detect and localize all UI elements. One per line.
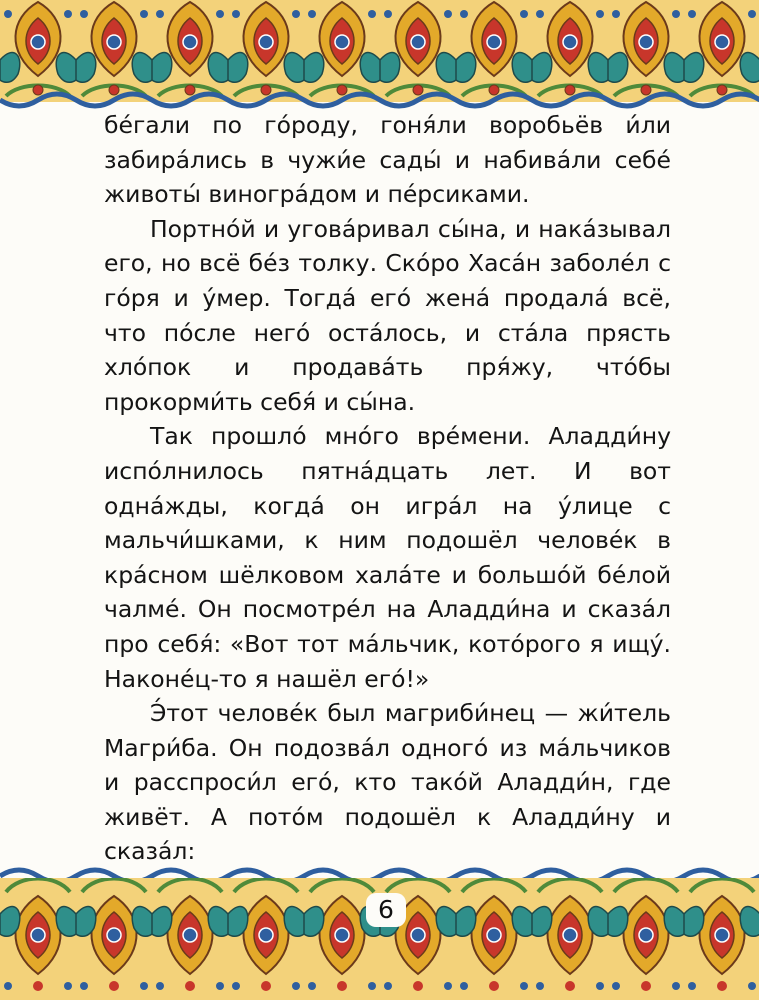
story-text (104, 108, 671, 869)
top-ornament-art (0, 0, 759, 112)
bottom-ornament-art (0, 862, 759, 1000)
page-number: 6 (366, 893, 406, 927)
bottom-ornamental-border (0, 862, 759, 1000)
paragraph-4: Э́тот челове́к был магриби́нец — жи́тель Магри́ба. Он подозва́л одного́ из ма́льчиков и расспроси́л его́, кто тако́й Аладди́н, где живёт. А пото́м подошёл к Аладди́ну и сказа́л: (104, 699, 671, 866)
paragraph-2: Портно́й и угова́ривал сы́на, и нака́зывал его, но всё бе́з толку. Ско́ро Хаса́н заболе́л с го́ря и у́мер. Тогда́ его́ жена́ продала́ всё, что по́сле него́ оста́лось, и ста́ла прясть хло́пок и продава́ть пря́жу, что́бы прокорми́ть себя́ и сы́на. (104, 214, 671, 416)
top-ornamental-border (0, 0, 759, 112)
paragraph-3: Так прошло́ мно́го вре́мени. Аладди́ну испо́лнилось пятна́дцать лет. И вот одна́жды, когда́ он игра́л на у́лице с мальчи́шками, к ним подошёл челове́к в кра́сном шёлковом хала́те и большо́й бе́лой чалме́. Он посмотре́л на Аладди́на и сказа́л про себя́: «Вот тот ма́льчик, кото́рого я ищу́. Наконе́ц-то я нашёл его́!» (104, 422, 671, 693)
paragraph-1: бе́гали по го́роду, гоня́ли воробьёв и́ли забира́лись в чужи́е сады́ и набива́ли себе́ животы́ виногра́дом и пе́рсиками. (104, 111, 671, 209)
